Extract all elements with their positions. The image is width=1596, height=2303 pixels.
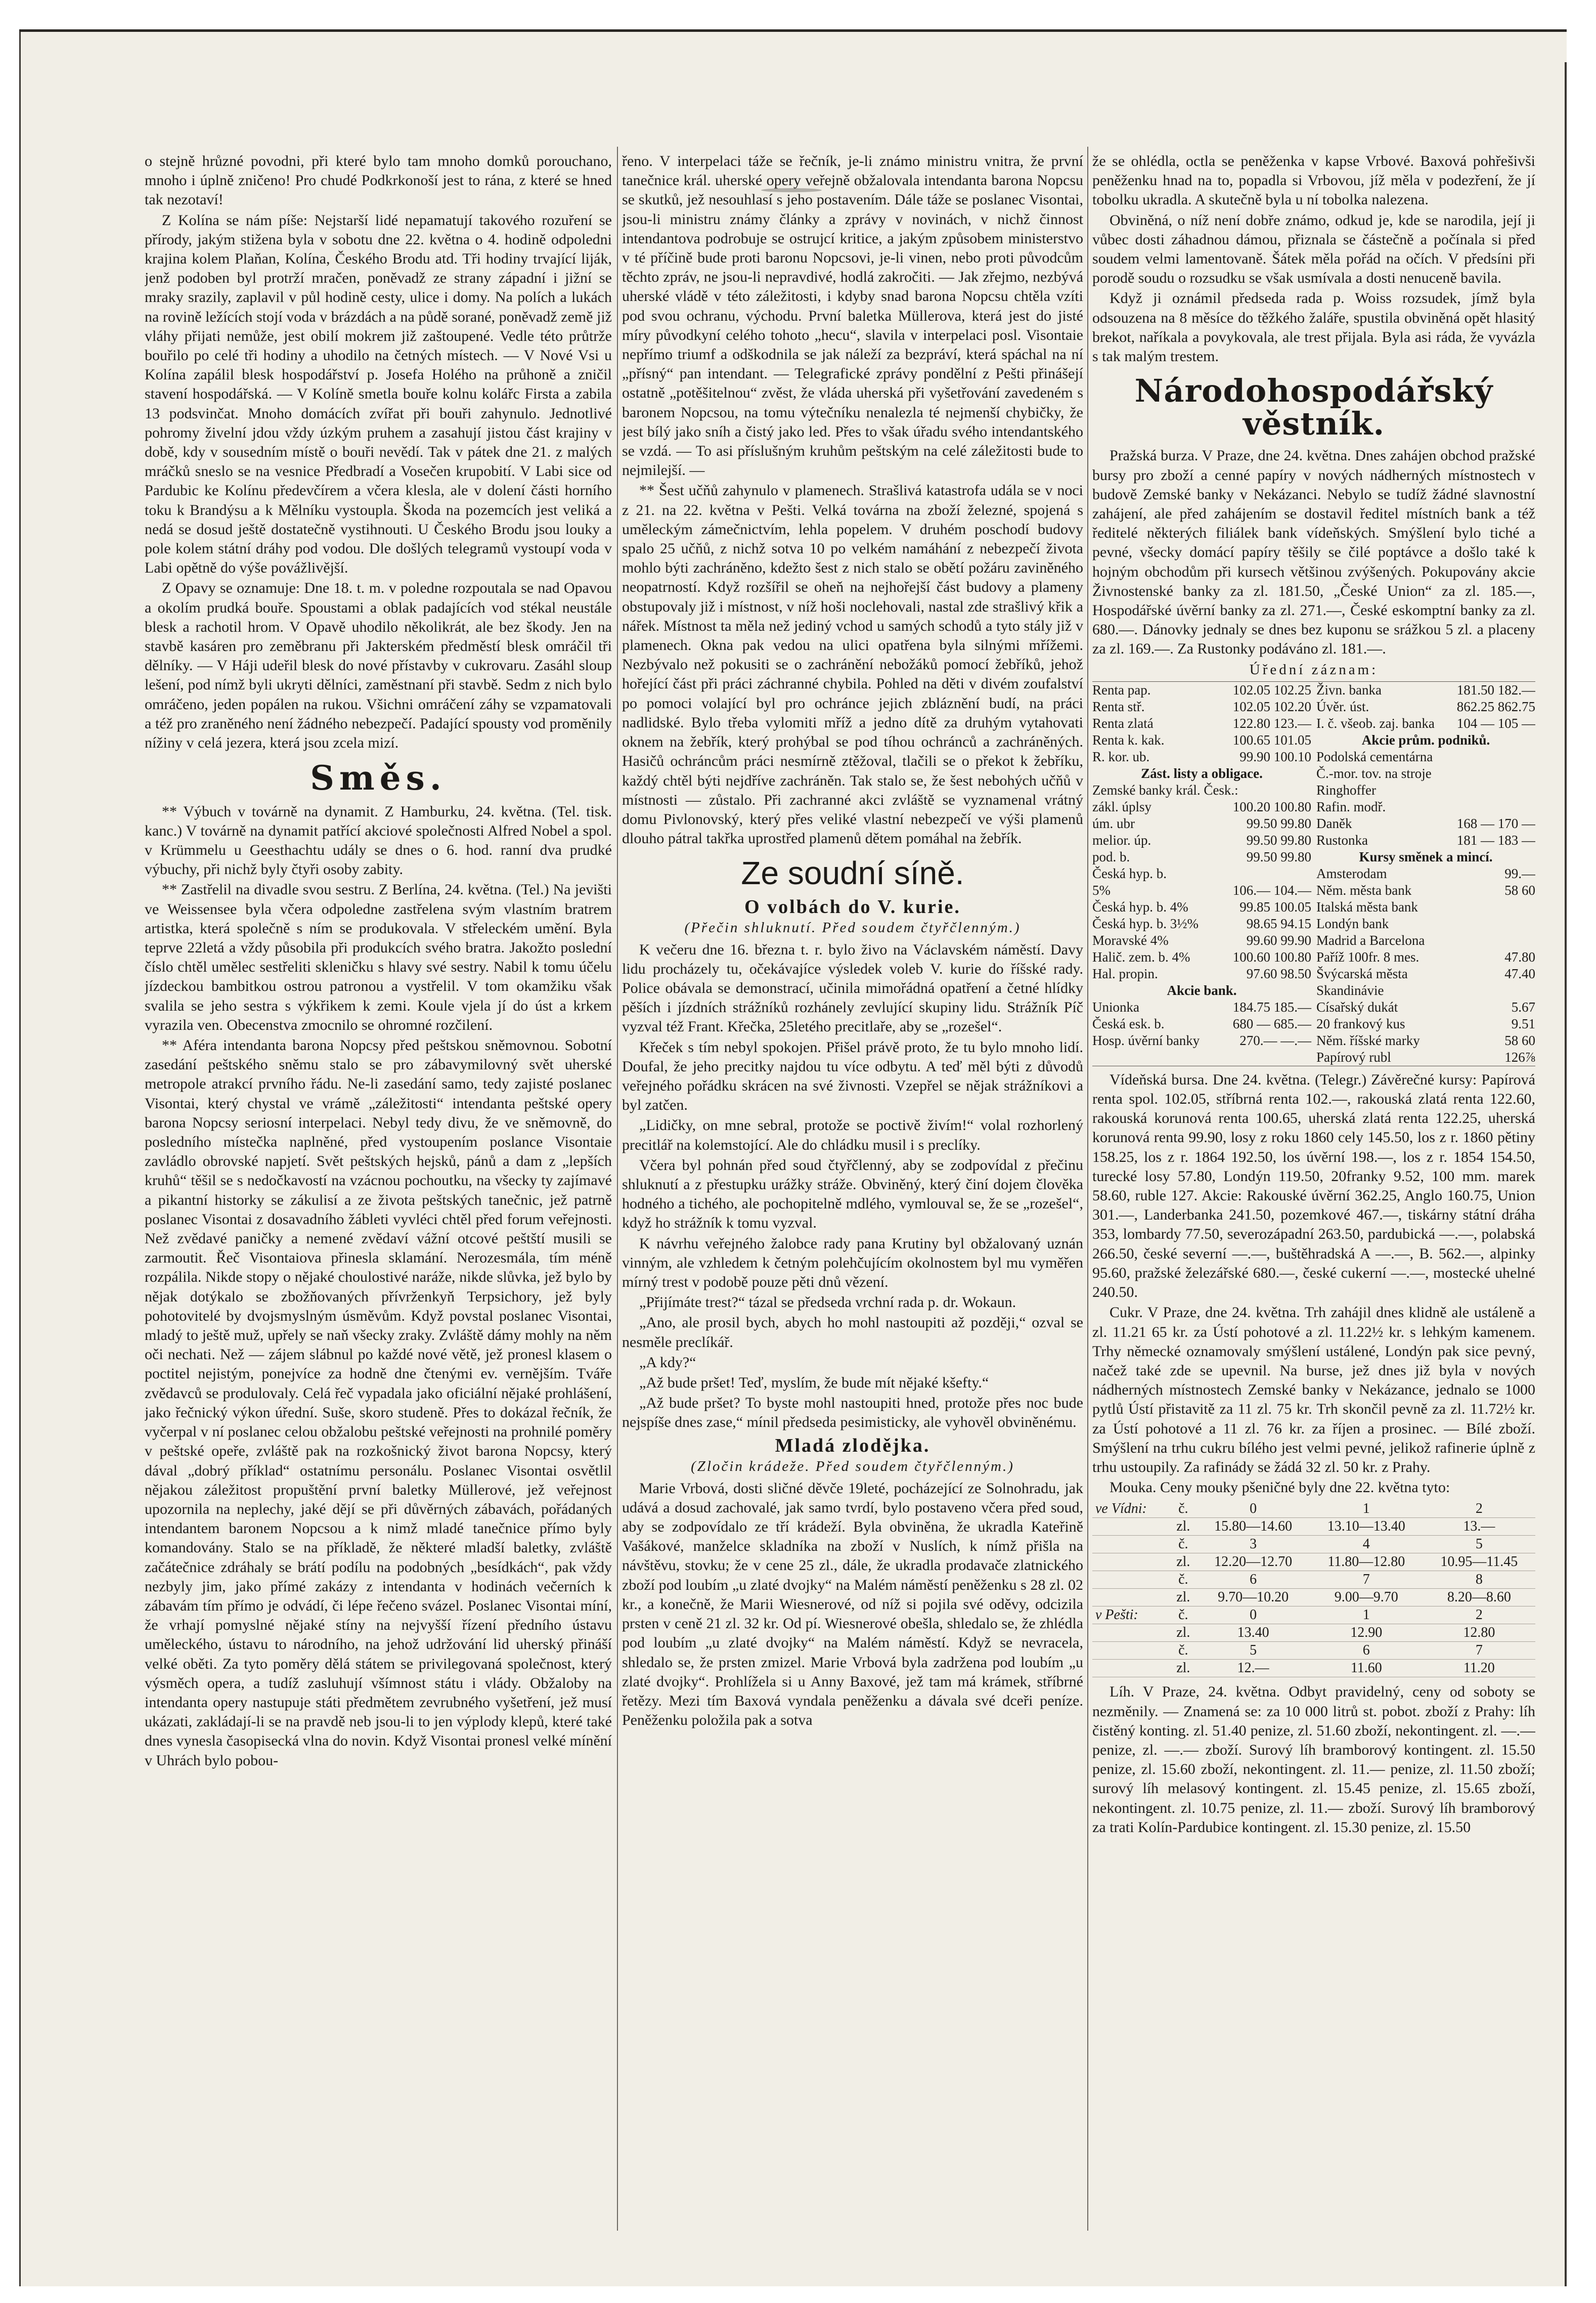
table-row-label: v Pešti: — [1092, 1606, 1170, 1624]
article-paragraph: „Přijímáte trest?“ tázal se předseda vrchní rada p. dr. Wokaun. — [639, 1294, 1016, 1311]
table-cell: 10.95—11.45 — [1423, 1553, 1535, 1571]
table-cell: 1 — [1310, 1606, 1423, 1624]
rate-value: 5.67 — [1511, 999, 1535, 1015]
news-item: ** Výbuch v továrně na dynamit. Z Hamburku, 24. května. (Tel. tisk. kanc.) V továrně na dynamit patřící akciové společnosti Alfred Nobel a spol. v Krümmelu u Geesthachtu udály se dnes o 6. hod. ranní dva prudké výbuchy, při nichž byly čtyři osoby zabity. — [145, 803, 612, 878]
table-cell: zl. — [1170, 1660, 1196, 1677]
rate-row — [1316, 999, 1535, 1016]
rate-value: 98.65 94.15 — [1246, 916, 1311, 931]
rate-row — [1316, 949, 1535, 966]
rate-name: melior. úp. — [1092, 832, 1151, 848]
rate-name: Rustonka — [1316, 832, 1368, 848]
table-cell: 9.70—10.20 — [1196, 1589, 1310, 1606]
rates-left — [1092, 682, 1311, 1066]
table-row — [1092, 1660, 1535, 1677]
rate-name: Zemské banky král. Česk.: — [1092, 782, 1238, 798]
article-paragraph: Marie Vrbová, dosti sličné děvče 19leté, pocházející ze Solnohradu, jak udává a dosud zachovalé, jak samo tvrdí, bylo postaveno včera před soud, aby se zodpovídalo ze tří krádeží. Byla obviněna, že ukradla Kateřině Vašákové, manželce skladníka na zboží v Nuslích, k nímž přišla na návštěvu, stovku; že v cene 25 zl., dále, že ukradla prodavače zlatnického zboží pod loubím „u zlaté dvojky“ na Malém náměstí peněženku s 28 zl. 02 kr., a konečně, že Marii Wiesnerové, od níž si pojila své oděvy, odcizila prsten v ceně 21 zl. 32 kr. Od pí. Wiesnerové obešla, shledalo se, že zhlédla pod loubím „u zlaté dvojky“ na Malém náměstí. Když se nevracela, shledalo se, že prsten zmizel. Marie Vrbová byla zadržena pod loubím „u zlaté dvojky“. Prohlížela si u Anny Baxové, jež tam má krámek, stříbrné řetězy. Mezi tím Baxová vyndala peněženku a dávala své dceři peníze. Peněženku položila pak a sotva — [622, 1480, 1083, 1729]
table-cell: č. — [1170, 1536, 1196, 1553]
rate-row — [1092, 1016, 1311, 1032]
rates-right — [1316, 682, 1535, 1066]
table-cell: 8 — [1423, 1571, 1535, 1589]
table-cell: 12.90 — [1310, 1624, 1423, 1642]
rate-name: Česká esk. b. — [1092, 1016, 1165, 1031]
table-cell: zl. — [1170, 1518, 1196, 1536]
article-paragraph: Včera byl pohnán před soud čtyřčlenný, aby se zodpovídal z přečinu shluknutí a z přestupku urážky stráže. Obviněný, který činí dojem člověka hodného a tichého, ale pochopitelně mdlého, vymlouval se, že se „rozešel“, když ho strážník k tomu vyzval. — [622, 1156, 1083, 1232]
rate-value — [1532, 799, 1535, 815]
article-paragraph: „A kdy?“ — [639, 1354, 696, 1371]
rate-value: 270.— —.— — [1239, 1032, 1311, 1048]
table-cell: 15.80—14.60 — [1196, 1518, 1310, 1536]
rate-row — [1316, 749, 1535, 765]
rate-name: R. kor. ub. — [1092, 749, 1150, 764]
article-paragraph: „Ano, ale prosil bych, abych ho mohl nastoupiti až později,“ ozval se nesměle preclíkář. — [622, 1314, 1083, 1351]
table-cell: 7 — [1423, 1642, 1535, 1660]
rate-name: 5% — [1092, 882, 1111, 898]
rate-row — [1092, 899, 1311, 916]
rate-value — [1308, 782, 1311, 799]
table-cell: 4 — [1310, 1536, 1423, 1553]
article-paragraph: „Až bude pršet? To byste mohl nastoupiti hned, protože přes noc bude nejspíše dnes zase,“ mínil předseda pesimisticky, ale vyhověl obviněnému. — [622, 1395, 1083, 1431]
article-subheading: (Zločin krádeže. Před soudem čtyřčlenným.) — [691, 1458, 1014, 1475]
table-row-label — [1092, 1536, 1170, 1553]
table-cell: 1 — [1310, 1500, 1423, 1518]
table-cell: 7 — [1310, 1571, 1423, 1589]
table-cell: 2 — [1423, 1606, 1535, 1624]
table-cell: 6 — [1310, 1642, 1423, 1660]
table-cell: 9.00—9.70 — [1310, 1589, 1423, 1606]
rate-name: pod. b. — [1092, 849, 1130, 864]
rate-value: 58 60 — [1504, 882, 1535, 898]
rate-value: 47.40 — [1504, 966, 1535, 981]
rate-name: Madrid a Barcelona — [1316, 932, 1425, 948]
article-paragraph: K návrhu veřejného žalobce rady pana Krutiny byl obžalovaný uznán vinným, ale vzhledem k četným polehčujícím okolnostem byl mu vyměřen mírný trest v podobě pouze pěti dnů vězení. — [622, 1235, 1083, 1290]
column-2 — [622, 152, 1083, 2226]
rates-section-heading: Zást. listy a obligace. — [1141, 765, 1263, 781]
rate-value: 47.80 — [1504, 949, 1535, 965]
rate-name: Moravské 4% — [1092, 932, 1169, 948]
rate-value: 58 60 — [1504, 1032, 1535, 1048]
rate-value: 9.51 — [1511, 1016, 1535, 1031]
rate-value — [1532, 916, 1535, 932]
article-heading: O volbách do V. kurie. — [744, 896, 961, 918]
rate-row — [1316, 899, 1535, 916]
rate-name: Rafin. modř. — [1316, 799, 1386, 814]
table-cell: 0 — [1196, 1606, 1310, 1624]
article-paragraph: „Až bude pršet! Teď, myslím, že bude mít nějaké kšefty.“ — [639, 1374, 989, 1392]
rate-value — [1532, 782, 1535, 799]
rate-value: 99.50 99.80 — [1246, 832, 1311, 848]
rate-row — [1316, 982, 1535, 999]
rate-value: 99.90 100.10 — [1239, 749, 1311, 764]
table-cell: zl. — [1170, 1589, 1196, 1606]
rate-row — [1092, 832, 1311, 849]
rate-name: Daněk — [1316, 815, 1352, 831]
table-cell: 12.80 — [1423, 1624, 1535, 1642]
rate-name: zákl. úplsy — [1092, 799, 1151, 814]
table-cell: 11.60 — [1310, 1660, 1423, 1677]
rate-row — [1092, 999, 1311, 1016]
rate-value — [1532, 749, 1535, 765]
rate-row — [1316, 815, 1535, 832]
rate-name: Č.-mor. tov. na stroje — [1316, 765, 1432, 781]
table-row-label: ve Vídni: — [1092, 1500, 1170, 1518]
rate-row — [1316, 799, 1535, 815]
section-title-smes: Směs. — [310, 758, 447, 798]
article-heading: Mladá zlodějka. — [775, 1435, 930, 1456]
table-row — [1092, 1536, 1535, 1553]
rate-row — [1316, 699, 1535, 715]
rate-value: 862.25 862.75 — [1456, 699, 1535, 714]
table-row-label — [1092, 1518, 1170, 1536]
table-row — [1092, 1518, 1535, 1536]
table-cell: zl. — [1170, 1553, 1196, 1571]
rate-name: I. č. všeob. zaj. banka — [1316, 715, 1435, 731]
rate-value: 100.60 100.80 — [1232, 949, 1311, 965]
column-3 — [1092, 152, 1535, 2226]
rate-name: Renta stř. — [1092, 699, 1145, 714]
table-cell: č. — [1170, 1606, 1196, 1624]
rate-value: 184.75 185.— — [1232, 999, 1311, 1015]
rate-row — [1092, 865, 1311, 882]
rate-row — [1092, 815, 1311, 832]
rates-section-heading: Akcie prům. podniků. — [1361, 732, 1490, 748]
rate-name: Renta pap. — [1092, 682, 1151, 698]
rate-name: Renta k. kak. — [1092, 732, 1165, 748]
rate-value — [1308, 865, 1311, 882]
rate-row — [1316, 682, 1535, 699]
rate-value: 99.60 99.90 — [1246, 932, 1311, 948]
rate-value: 99.— — [1504, 865, 1535, 881]
rate-row — [1092, 1032, 1311, 1049]
table-cell: 6 — [1196, 1571, 1310, 1589]
table-cell: 5 — [1423, 1536, 1535, 1553]
rate-row — [1316, 782, 1535, 799]
table-cell: 11.20 — [1423, 1660, 1535, 1677]
rate-name: 20 frankový kus — [1316, 1016, 1405, 1031]
rate-row — [1092, 932, 1311, 949]
rate-row — [1316, 765, 1535, 782]
article-paragraph: Křeček s tím nebyl spokojen. Přišel právě proto, že tu bylo mnoho lidí. Doufal, že jeho precitky najdou tu více odbytu. A teď měl býti z důvodů veřejného pořádku skrácen na své živnosti. Vzepřel se nějak strážníkovi a byl zatčen. — [622, 1038, 1083, 1114]
rate-value: 97.60 98.50 — [1246, 966, 1311, 981]
rate-name: Něm. říšské marky — [1316, 1032, 1420, 1048]
rate-name: Hosp. úvěrní banky — [1092, 1032, 1200, 1048]
table-cell: 0 — [1196, 1500, 1310, 1518]
rate-name: Česká hyp. b. — [1092, 865, 1167, 881]
article-paragraph: Z Kolína se nám píše: Nejstarší lidé nepamatují takového rozuření se přírody, jakým stižena byla v sobotu dne 22. května o 4. hodině odpoledni krajina kolem Plaňan, Kolína, Českého Brodu atd. Tři hodiny trvající liják, jenž podoben byl protrží mračen, poněvadž ze strany západní i jižní se mraky srazily, zaplavil v půl hodině cesty, ulice i domy. Na polích a lukách na rovině ležících stojí voda v brázdách a na půdě sorané, poněvadž země již vláhy přijati nemůže, jest obilí mokrem již zaštoupené. Vedle této průtrže bouřilo po celé tři hodiny a uhodilo na četných místech. — V Nové Vsi u Kolína zapálil blesk hospodářství p. Josefa Holého na průhoně a zničil stavení hospodářská. — V Kolíně smetla bouře kolnu kolářc Firsta a zabila 13 podsvinčat. Mnoho domácích zvířat při bouři zahynulo. Jednotlivé pohromy živelní jdou vždy úzkým pruhem a zasahují jistou část krajiny v době, kdy v sousedním místě o bouři nevědí. Tak v pátek dne 21. z malých mráčků sneslo se na vesnice Předbradí a Vosečen krupobití. V Labi sice od Pardubic ke Kolínu předevčírem a včera klesla, ale v dolení části horního toku k Brandýsu a k Mělníku vystoupla. Škoda na pozemcích jest veliká a nedá se dosud ještě dostatečně vystihnouti. U Českého Brodu jsou louky a pole kolem státní dráhy pod vodou. Dle došlých telegramů vystoupí voda v Labi opětně do výše povážlivější. — [145, 211, 612, 577]
rate-name: Živn. banka — [1316, 682, 1382, 698]
rate-row — [1316, 1016, 1535, 1032]
rate-name: Skandinávie — [1316, 982, 1384, 998]
rate-name: Švýcarská města — [1316, 966, 1408, 981]
rate-name: Česká hyp. b. 4% — [1092, 899, 1188, 915]
article-subheading: (Přečin shluknutí. Před soudem čtyřčlenným.) — [684, 920, 1021, 936]
table-cell: 2 — [1423, 1500, 1535, 1518]
rate-row — [1092, 882, 1311, 899]
rate-name: Renta zlatá — [1092, 715, 1154, 731]
rate-name: Unionka — [1092, 999, 1139, 1015]
rate-value: 181 — 183 — — [1456, 832, 1535, 848]
rate-name: Ringhoffer — [1316, 782, 1376, 798]
rate-row — [1316, 865, 1535, 882]
article-paragraph: „Lidičky, on mne sebral, protože se poctivě živím!“ volal rozhorlený precitlář na kolemstojící. Ale do chládku musil i s preclíky. — [622, 1117, 1083, 1153]
market-report: Pražská burza. V Praze, dne 24. května. Dnes zahájen obchod pražské bursy pro zboží a cenné papíry v nových nádherných místnostech v budově Zemské banky v Nekázanci. Nebylo se tudíž žádné slavnostní zahájení, ale před zahájením se dostavil ředitel místních bank a též ředitelé některých filiálek bank vídeňských. Smýšlení bylo tiché a pevné, všecky domácí papíry těšily se čilé poptávce a došlo také k hojným obchodům při kursech většinou zvýšených. Pokupovány akcie Živnostenské banky za zl. 181.50, „České Union“ za zl. 185.—, Hospodářské úvěrní banky za zl. 271.—, České eskomptní banky za zl. 680.—. Dánovky jednaly se dnes bez kuponu se srážkou 5 zl. a placeny za zl. 169.—. Za Rustonky podáváno zl. 181.—. — [1092, 447, 1535, 658]
table-row — [1092, 1553, 1535, 1571]
rate-value: 102.05 102.20 — [1232, 699, 1311, 714]
rate-name: úm. ubr — [1092, 815, 1135, 831]
table-cell: zl. — [1170, 1624, 1196, 1642]
table-row — [1092, 1606, 1535, 1624]
table-cell: 8.20—8.60 — [1423, 1589, 1535, 1606]
table-cell: 13.10—13.40 — [1310, 1518, 1423, 1536]
table-cell: 13.40 — [1196, 1624, 1310, 1642]
rate-row — [1092, 949, 1311, 966]
article-paragraph: K večeru dne 16. března t. r. bylo živo na Václavském náměstí. Davy lidu procházely tu, očekávajíce výsledek voleb V. kurie do říšské rady. Police obávala se demonstrací, učinila mimořádná opatření a četné hlídky pěších i jízdních strážníků rozhánely zevlující skupiny lidu. Strážník Píč vyzval též Frant. Křečka, 25letého precitlaře, aby se „rozešel“. — [622, 941, 1083, 1035]
rate-name: Amsterodam — [1316, 865, 1387, 881]
page-edge-left — [19, 32, 21, 2286]
rate-name: Podolská cementárna — [1316, 749, 1433, 764]
table-row-label — [1092, 1589, 1170, 1606]
news-item: ** Aféra intendanta barona Nopcsy před peštskou sněmovnou. Sobotní zasedání peštského sněmu stalo se pro zábavymilovný svět uherské metropole atrakcí prvního řádu. Ne-li zasedání samo, tedy zajisté poslanec Visontai, který chystal ve vrámě „záležitosti“ intendanta peštské opery barona Nopcsy seriosní interpelaci. Nebyl tedy divu, že ve sněmovně, do posledního místečka naplněné, před vystoupením poslance Visontaie zavládlo obrovské napjetí. Svět peštských hejsků, pánů a dam z „lepších kruhů“ těšil se s nedočkavostí na vzácnou pochoutku, na všecky ty zajímavé a pikantní historky se zákulisí a ze života peštských tanečnic, jež patrně poslanec Visontai z dosavadního žábleti vyvléci chtěl před forum veřejnosti. Než zvědavé paničky a nemené zvědaví vážní otcové peštští musili se zarmoutit. Řeč Visontaiova přinesla sklamání. Nerozesmála, tím méně rozpálila. Nikde stopy o nějaké choulostivé naráže, nikde slůvka, jež bylo by nějak dotýkalo se zbožňovaných přívrženkyň Terpsichory, jež byly pohotovitelé by dvojsmyslným úsměvům. Když povstal poslanec Visontai, mladý to ještě muž, upřely se naň všecky zraky. Zvláště dámy mohly na něm oči nechati. Než — zájem slábnul po každé nové větě, jež pronesl klasem o poctitel nejistým, ponejvíce za hodně dne čtenými ev. vernějším. Tváře zvědavců se produlovaly. Celá řeč vypadala jako oficiální nějaké prohlášení, jako řečnický výkon úřední. Suše, skoro studeně. Přes to dokázal řečník, že vyčerpal v ní poslanec celou obžalobu peštské veřejnosti na prohnilé poměry v peštské opeře, zvláště pak na rozkošnický život barona Nopcsy, který dával „dobrý příklad“ ostatnímu personálu. Poslanec Visontai osvětlil nějakou záležitost propuštění první baletky Müllerové, jež veřejnost upozornila na neplechy, jaké dějí se při důvěrných zábavách, pořádaných intendantem baronem Nopcsou a k nimž mladé tanečnice přímo byly komandovány. Stalo se na příkladě, že některé mladší baletky, zvláště začátečnice zdráhaly se brátí podílu na podobných „besídkách“, pak vždy nezbyly jim, jako přímé zakázy z intendanta v hodinách večerních k zábavám tím přímo je odvádí, či lépe řečeno svázel. Poslanec Visontai míní, že vrhají pomyslné nějaké stíny na nejvyšší řízení předního ústavu uměleckého, ústavu to národního, na jehož udržování lid uherský přináší velké oběti. Za tyto poměry dělá státem se privilegovaná společnost, který výsměch opera, a tudíž zasluhují všímnost státu i vlády. Obžaloby na intendanta opery nastupuje státi předmětem zevrubného vyšetření, jež musí ukázati, zakládají-li se na pravdě neb jsou-li to jen výplody klepů, které také dnes vynesla časopisecká vlna do novin. Když Visontai pronesl velké mínění v Uhrách bylo pobou- — [145, 1037, 612, 1769]
table-row-label — [1092, 1553, 1170, 1571]
table-row-label — [1092, 1571, 1170, 1589]
rate-name: Londýn bank — [1316, 916, 1389, 931]
rate-name: Úvěr. úst. — [1316, 699, 1369, 714]
rate-row — [1316, 966, 1535, 982]
table-cell: 12.20—12.70 — [1196, 1553, 1310, 1571]
table-row — [1092, 1642, 1535, 1660]
market-report: Vídeňská bursa. Dne 24. května. (Telegr.) Závěrečné kursy: Papírová renta spol. 102.05, stříbrná renta 102.—, rakouská zlatá renta 122.60, rakouská korunová renta 100.65, uherská zlatá renta 122.25, uherská korunová renta 99.90, losy z roku 1860 cely 145.50, los z r. 1860 pětiny 158.25, los z r. 1864 192.50, los úvěrní 198.—, los z r. 1854 154.50, turecké losy 57.80, Londýn 119.50, 20franky 9.52, 100 mm. marek 58.60, ruble 127. Akcie: Rakouské úvěrní 362.25, Anglo 160.75, Union 301.—, Landerbanka 241.50, pozemkové 467.—, tiskárny státní dráha 353, lombardy 77.50, severozápadní 263.50, pardubická —.—, polabská 266.50, české severní —.—, buštěhradská A —.—, B. 562.—, alpinky 95.60, pražské železářské 680.—, české cukerní —.—, mostecké uhelné 240.50. — [1092, 1071, 1535, 1301]
section-title-vestnik: Národohospodářský věstník. — [1134, 372, 1493, 443]
rate-value: 680 — 685.— — [1232, 1016, 1311, 1031]
rate-name: Papírový rubl — [1316, 1049, 1391, 1065]
column-rule-2 — [1087, 147, 1088, 2231]
rate-value: 104 — 105 — — [1456, 715, 1535, 731]
rate-row — [1316, 932, 1535, 949]
article-paragraph: že se ohlédla, octla se peněženka v kapse Vrbové. Baxová pohřešivši peněženku hnad na to, popadla si Vrbovou, jíž měla v podezření, že jí tobolku ukradla. A skutečně byla u ní tobolka nalezena. — [1092, 153, 1535, 208]
table-row — [1092, 1589, 1535, 1606]
rate-value: 122.80 123.— — [1232, 715, 1311, 731]
table-row — [1092, 1500, 1535, 1518]
section-title-soudni-sine: Ze soudní síně. — [741, 855, 964, 892]
rate-value — [1532, 899, 1535, 916]
rate-row — [1092, 782, 1311, 799]
table-cell: č. — [1170, 1500, 1196, 1518]
article-paragraph: řeno. V interpelaci táže se řečník, je-li známo ministru vnitra, že první tanečnice král. uherské opery veřejně obžalovala intendanta barona Nopcsu se skutků, jež nesouhlasí s jeho postavením. Dále táže se poslanec Visontai, jsou-li ministru známy články a zprávy v novinách, v nichž činnost intendantova podrobuje se ostrujcí kritice, a jakým způsobem ministerstvo v té příčině bude proti baronu Nopcsovi, je-li vinen, nebo proti původcům těchto zpráv, ne jsou-li nepravdivé, hodlá zakročiti. — Jak zřejmo, nezbývá uherské vládě v této záležitosti, i kdyby snad barona Nopcsu chtěla vzíti pod svou ochranu, východu. První baletka Müllerova, která jest do jisté míry původkyní celého tohoto „hecu“, slavila v interpelaci posl. Visontaie nepřímo triumf a odškodnila se jak náleží za bezpráví, která spáchal na ní „přísný“ pan intendant. — Telegrafické zprávy pondělní z Pešti přinášejí ostatně „potěšitelnou“ zvěst, že vláda uherská při vyšetřování zavedeném s baronem Nopcsou, na tomu výtečníku nenalezla té nejmenší chybičky, že jest bílý jako sníh a čistý jako led. Přes to však úřadu svého intendantského se vzdá. — To asi příslušným kruhům peštským na celé záležitosti bude to nejmilejší. — — [622, 153, 1083, 479]
rates-header: Úřední záznam: — [1249, 661, 1379, 678]
rate-row — [1092, 715, 1311, 732]
rate-value: 100.65 101.05 — [1232, 732, 1311, 748]
rate-name: Halič. zem. b. 4% — [1092, 949, 1190, 965]
news-item: ** Zastřelil na divadle svou sestru. Z Berlína, 24. května. (Tel.) Na jevišti ve Weissensee byla včera odpoledne zastřelena svým vlastním bratrem artistka, která společně s ním se produkovala. V střeleckém umění. Byla teprve 22letá a vždy působila při produkcích svého bratra. Jakožto poslední číslo chtěl umělec sestřeliti skleničku s hlavy své sestry. Nabil k tomu účelu jízdeckou bambitkou ostrou patronou a vystřelil. V tom okamžiku však svalila se jeho sestra s výkřikem k zemi. Koule vjela jí do úst a krkem vyrazila ven. Obecenstva zmocnilo se ohromné rozčilení. — [145, 881, 612, 1033]
rate-value — [1532, 982, 1535, 999]
rate-row — [1092, 699, 1311, 715]
market-report: Líh. V Praze, 24. května. Odbyt pravidelný, ceny od soboty se nezměnily. — Znamená se: za 10 000 litrů st. pobot. zboží z Prahy: líh čistěný konting. zl. 51.40 penize, zl. 51.60 zboží, nekontingent. zl. —.— penize, zl. —.— zboží. Surový líh bramborový kontingent. zl. 15.50 penize, zl. 15.60 zboží, nekontingent. zl. 11.— penize, zl. 11.50 zboží; surový líh melasový kontingent. zl. 15.45 penize, zl. 15.65 zboží, nekontingent. zl. 10.75 penize, zl. 11.— zboží. Surový líh bramborový za trati Kolín-Pardubice kontingent. zl. 15.30 penize, zl. 15.50 — [1092, 1683, 1535, 1836]
rate-row — [1092, 749, 1311, 765]
rate-row — [1316, 916, 1535, 932]
rate-value: 99.50 99.80 — [1246, 815, 1311, 831]
table-cell: č. — [1170, 1642, 1196, 1660]
article-paragraph: Obviněná, o níž není dobře známo, odkud je, kde se narodila, její ji vůbec dosti záhadnou dámou, přiznala se částečně a počínala si před soudem velmi lamentovaně. Šátek měla pořád na očích. V předsíni při porodě soudu o rozsudku se však usmívala a dosti nenuceně bavila. — [1092, 211, 1535, 287]
rate-value: 102.05 102.25 — [1232, 682, 1311, 698]
market-report: Cukr. V Praze, dne 24. května. Trh zahájil dnes klidně ale ustáleně a zl. 11.21 65 kr. za Ústí pohotové a zl. 11.22½ kr. s lehkým kamenem. Trhy německé oznamovaly smýšlení ustálené, Londýn pak sice pevný, načež také zde se upevnil. Na burse, jež dnes již byla v nových nádherných místnostech Zemské banky v Nekázance, jednalo se 1000 pytlů Ústí přistavitě za 11 zl. 75 kr. Trh skončil pevně za zl. 11.72½ kr. za Ústí pohotové a 11 zl. 76 kr. za říjen a prosinec. — Bílé zboží. Smýšlení na trhu cukru bílého jest velmi pevné, jelikož rafinerie úplně z trhu ustoupily. Za rafinády se žádá 32 zl. 50 kr. z Prahy. — [1092, 1304, 1535, 1475]
rate-row — [1092, 682, 1311, 699]
rate-value: 106.— 104.— — [1232, 882, 1311, 898]
rate-value — [1532, 765, 1535, 782]
rate-value: 99.85 100.05 — [1239, 899, 1311, 915]
rate-row — [1092, 732, 1311, 749]
rate-row — [1092, 849, 1311, 865]
rate-value: 126⅞ — [1504, 1049, 1535, 1065]
rates-table — [1092, 681, 1535, 1066]
table-row-label — [1092, 1624, 1170, 1642]
table-row-label — [1092, 1642, 1170, 1660]
table-row — [1092, 1624, 1535, 1642]
article-paragraph: Z Opavy se oznamuje: Dne 18. t. m. v poledne rozpoutala se nad Opavou a okolím prudká bouře. Spoustami a oblak padajících vod stékal neustále blesk a rachotil hrom. V Opavě uhodilo několikrát, ale bez škody. Jen na stavbě kasáren pro zeměbranu při Jakterském předměstí blesk omráčil tři dělníky. — V Háji udeřil blesk do nové přístavby v cukrovaru. Zasáhl sloup lešení, pod nímž byli ukryti dělníci, zaměstnaní při stavbě. Sedm z nich bylo omráčeno, jeden popálen na rukou. Všichni omráčení záhy se vzpamatovali a též pro zraněného není žádného nebezpečí. Padající spousty vod proměnily nížiny v celá jezera, která jsou zcela mizí. — [145, 580, 612, 752]
table-row — [1092, 1571, 1535, 1589]
rate-row — [1316, 832, 1535, 849]
flour-price-table — [1092, 1500, 1535, 1677]
article-paragraph: o stejně hrůzné povodni, při které bylo tam mnoho domků porouchano, mnoho i úplně zničeno! Pro chudé Podkrkonoší jest to rána, z které se hned tak nezotaví! — [145, 153, 612, 208]
column-1 — [145, 152, 612, 2226]
rate-name: Paříž 100fr. 8 mes. — [1316, 949, 1420, 965]
rate-name: Italská města bank — [1316, 899, 1418, 915]
rate-name: Hal. propin. — [1092, 966, 1158, 981]
rate-value: 99.50 99.80 — [1246, 849, 1311, 864]
rate-name: Císařský dukát — [1316, 999, 1398, 1015]
rate-row — [1092, 799, 1311, 815]
rates-section-heading: Akcie bank. — [1167, 982, 1237, 998]
table-cell: 3 — [1196, 1536, 1310, 1553]
rate-row — [1092, 966, 1311, 982]
rate-row — [1092, 916, 1311, 932]
table-cell: č. — [1170, 1571, 1196, 1589]
news-item: ** Šest učňů zahynulo v plamenech. Strašlivá katastrofa udála se v noci z 21. na 22. května v Pešti. Velká továrna na zboží železné, spojená s uměleckým zámečnictvím, lehla popelem. V druhém poschodí budovy spalo 25 učňů, z nichž sotva 10 po velkém namáhání z nebezpečí života mohlo býti zachráněno, kdežto šest z nich stalo se obětí požáru zaviněného neopatrností. Když rozšířil se oheň na nejhořejší část budovy a plameny obstupovaly již i místnost, v níž hoši noclehovali, nastal zde strašlivý křik a nářek. Místnost ta měla než jediný vchod u samých schodů a tyto stály již v plamenech. Okna pak vedou na ulici opatřena byla silnými mřížemi. Nezbývalo než pokusiti se o zachránění nebožáků pomocí žebříků, jehož hořející část při práci záchranné chybila. Pohled na děti v divém zoufalství po pomoci volající byl pro ochránce jejich zbláznění budí, na práci nadlidské. Bylo třeba vylomiti mříž a jedno dítě za druhým vytahovati oknem na žebřík, který prohýbal se pod tíhou ochránců a zachráněných. Hasičů ochráncům práci nesmírně ztěžoval, tlačili se o překot k žebříku, každý chtěl býti nejdříve zachráněn. Tak stalo se, že šest nebohých učňů v místnosti — zůstalo. Při zachranné akci zvláště se vyznamenal vrátný domu Pivlonovský, který přes veliké vlastní nebezpečí ve výši plamenů dlouho pátral takřka uprostřed plamenů dětem pomáhal na žebřík. — [622, 482, 1083, 847]
page-edge-right — [1565, 62, 1567, 2286]
rate-row — [1316, 1049, 1535, 1066]
rate-value — [1532, 932, 1535, 949]
rates-section-heading: Kursy směnek a mincí. — [1359, 849, 1493, 864]
rate-name: Česká hyp. b. 3½% — [1092, 916, 1199, 931]
market-report: Mouka. Ceny mouky pšeničné byly dne 22. května tyto: — [1110, 1479, 1450, 1496]
rate-value: 181.50 182.— — [1456, 682, 1535, 698]
table-cell: 11.80—12.80 — [1310, 1553, 1423, 1571]
column-rule-1 — [617, 147, 618, 2231]
rate-name: Něm. města bank — [1316, 882, 1412, 898]
table-row-label — [1092, 1660, 1170, 1677]
table-cell: 12.— — [1196, 1660, 1310, 1677]
article-paragraph: Když ji oznámil předseda rada p. Woiss rozsudek, jímž byla odsouzena na 8 měsíce do těžkého žaláře, spustila obviněná opět hlasitý brekot, naříkala a povykovala, ale trest přijala. Byla asi ráda, že vyvázla s tak malým trestem. — [1092, 290, 1535, 365]
rate-row — [1316, 882, 1535, 899]
rate-row — [1316, 715, 1535, 732]
rate-row — [1316, 1032, 1535, 1049]
table-cell: 13.— — [1423, 1518, 1535, 1536]
rate-value: 100.20 100.80 — [1232, 799, 1311, 814]
table-cell: 5 — [1196, 1642, 1310, 1660]
rate-value: 168 — 170 — — [1456, 815, 1535, 831]
